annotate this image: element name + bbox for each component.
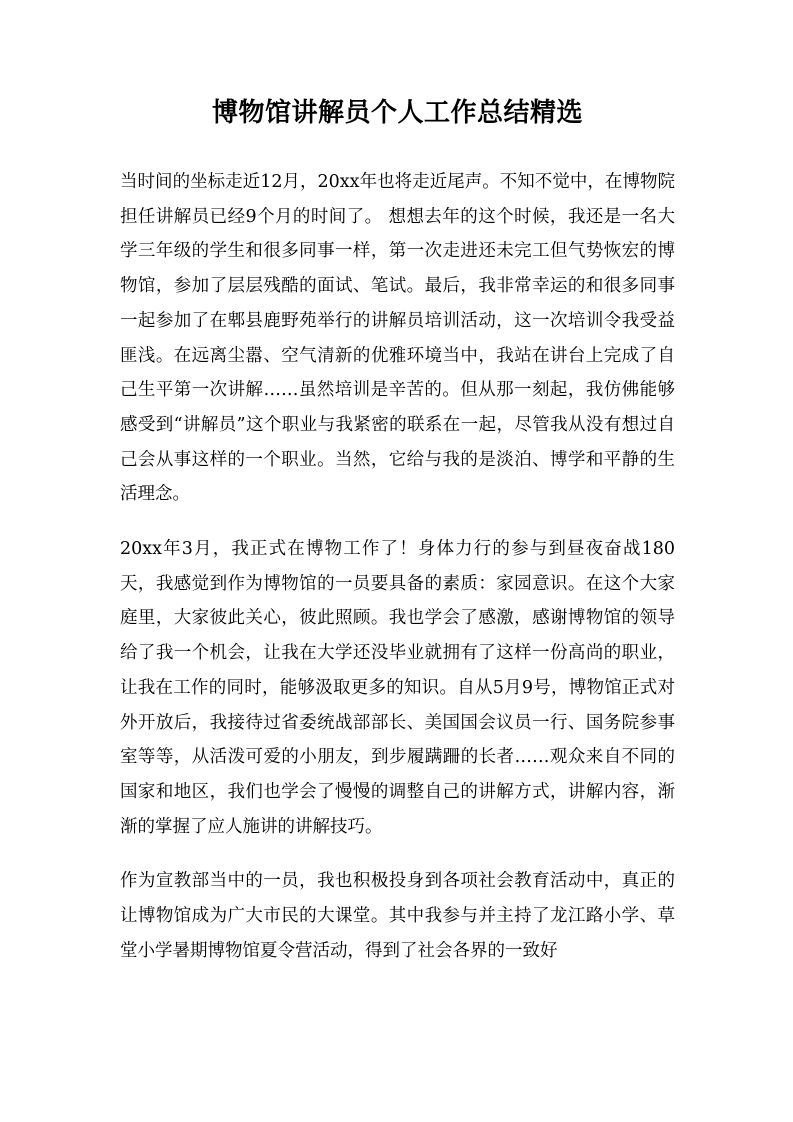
paragraph-2: 20xx年3月，我正式在博物工作了！身体力行的参与到昼夜奋战180天，我感觉到作为博物馆的一员要具备的素质：家园意识。在这个大家庭里，大家彼此关心，彼此照顾。我也学会了感激，感谢博物馆的领导给了我一个机会，让我在大学还没毕业就拥有了这样一份高尚的职业，让我在工作的同时，能够汲取更多的知识。自从5月9号，博物馆正式对外开放后，我接待过省委统战部部长、美国国会议员一行、国务院参事室等等，从活泼可爱的小朋友，到步履蹒跚的长者……观众来自不同的国家和地区，我们也学会了慢慢的调整自己的讲解方式，讲解内容，渐渐的掌握了应人施讲的讲解技巧。 [120,539,675,837]
document-title: 博物馆讲解员个人工作总结精选 [211,98,583,128]
paragraph-1: 当时间的坐标走近12月，20xx年也将走近尾声。不知不觉中，在博物院担任讲解员已经9个月的时间了。 想想去年的这个时候，我还是一名大学三年级的学生和很多同事一样，第一次走进还未完工但气势恢宏的博物馆，参加了层层残酷的面试、笔试。最后，我非常幸运的和很多同事一起参加了在郫县鹿野苑举行的讲解员培训活动，这一次培训令我受益匪浅。在远离尘嚣、空气清新的优雅环境当中，我站在讲台上完成了自己生平第一次讲解……虽然培训是辛苦的。但从那一刻起，我仿佛能够感受到“讲解员”这个职业与我紧密的联系在一起，尽管我从没有想过自己会从事这样的一个职业。当然，它给与我的是淡泊、博学和平静的生活理念。 [120,172,675,505]
paragraph-3: 作为宣教部当中的一员，我也积极投身到各项社会教育活动中，真正的让博物馆成为广大市民的大课堂。其中我参与并主持了龙江路小学、草堂小学暑期博物馆夏令营活动，得到了社会各界的一致好 [120,871,675,961]
